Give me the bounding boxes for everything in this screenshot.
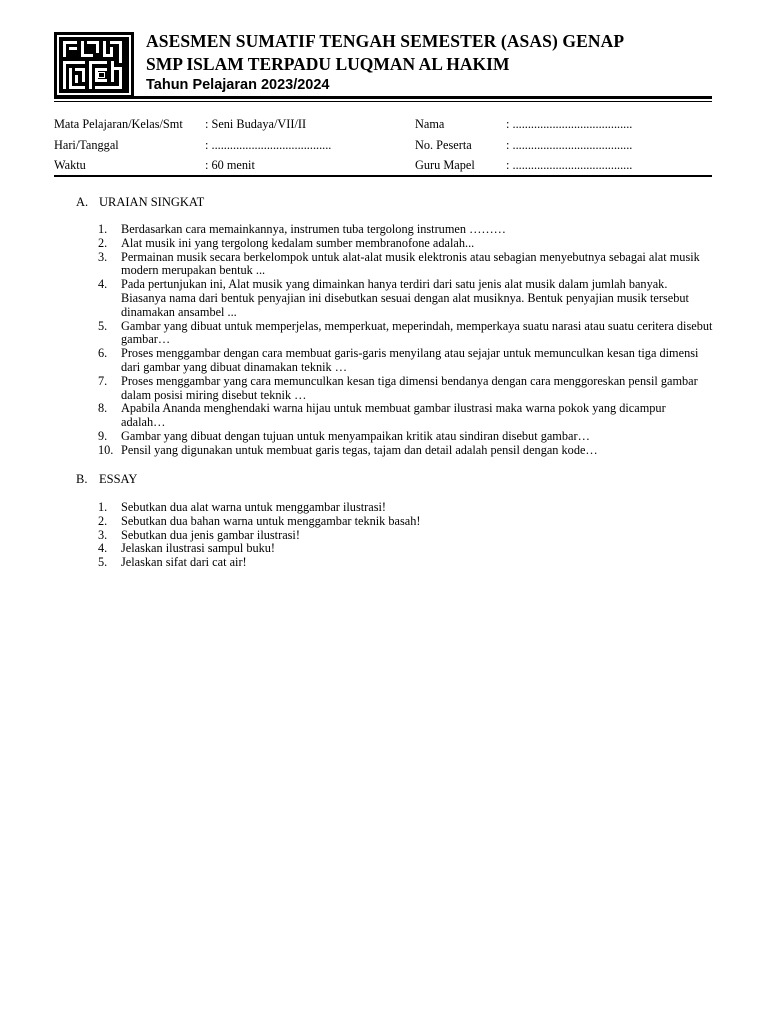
question-text: Proses menggambar yang cara memunculkan kesan tiga dimensi bendanya dengan cara menggoreskan pensil gambar dalam posisi miring disebut teknik … [121, 373, 698, 402]
list-item [98, 318, 713, 348]
info-label: No. Peserta [415, 137, 472, 152]
question-number: 4. [98, 541, 108, 556]
question-text: Sebutkan dua alat warna untuk menggambar ilustrasi! [121, 500, 386, 514]
list-item [98, 500, 713, 515]
question-number: 10. [98, 442, 114, 457]
info-value-blank: : ....................................... [506, 137, 633, 152]
header-divider-thin [54, 101, 712, 102]
question-number: 3. [98, 249, 108, 264]
section-a-question-list [98, 222, 713, 458]
exam-info-table [54, 117, 712, 179]
section-letter: A. [76, 195, 89, 209]
section-title: ESSAY [99, 472, 138, 486]
list-item [98, 527, 713, 543]
question-number: 1. [98, 222, 108, 236]
info-value: : Seni Budaya/VII/II [205, 117, 307, 131]
question-number: 2. [98, 235, 108, 250]
list-item [98, 235, 713, 251]
question-number: 6. [98, 346, 108, 361]
list-item [98, 277, 713, 319]
list-item [98, 513, 713, 529]
section-letter: B. [76, 472, 88, 486]
question-number: 9. [98, 428, 108, 443]
question-text: Sebutkan dua bahan warna untuk menggambar teknik basah! [121, 513, 421, 528]
question-number: 1. [98, 500, 108, 514]
question-text: Pensil yang digunakan untuk membuat garis tegas, tajam dan detail adalah pensil dengan kode… [121, 442, 598, 457]
question-text: Sebutkan dua jenis gambar ilustrasi! [121, 527, 300, 542]
question-text: Alat musik ini yang tergolong kedalam sumber membranofone adalah... [121, 235, 475, 250]
list-item [98, 541, 713, 556]
school-name: SMP ISLAM TERPADU LUQMAN AL HAKIM [146, 54, 510, 74]
question-number: 4. [98, 277, 108, 292]
section-b-heading [76, 472, 137, 487]
list-item [98, 401, 713, 430]
info-row [54, 138, 712, 159]
question-text: Gambar yang dibuat dengan tujuan untuk menyampaikan kritik atau sindiran disebut gambar… [121, 428, 590, 443]
list-item [98, 346, 713, 375]
question-number: 7. [98, 373, 108, 388]
section-a-heading [76, 195, 204, 210]
info-label: Hari/Tanggal [54, 137, 119, 152]
info-label: Nama [415, 117, 445, 131]
question-text: Permainan musik secara berkelompok untuk alat-alat musik elektronis atau sebagian menyebutnya sebagai alat musik modern merupakan bentuk ... [121, 249, 700, 278]
question-number: 8. [98, 401, 108, 416]
list-item [98, 428, 713, 444]
kufic-square-logo-icon [54, 32, 134, 98]
list-item [98, 555, 713, 570]
info-label: Guru Mapel [415, 158, 475, 172]
question-number: 3. [98, 527, 108, 542]
question-text: Apabila Ananda menghendaki warna hijau untuk membuat gambar ilustrasi maka warna pokok yang dicampur adalah… [121, 401, 666, 430]
question-number: 2. [98, 513, 108, 528]
info-value-blank: : ....................................... [506, 158, 633, 172]
question-text: Pada pertunjukan ini, Alat musik yang dimainkan hanya terdiri dari satu jenis alat musik dalam jumlah banyak. Biasanya nama dari bentuk penyajian ini disebutkan sesuai dengan alat musiknya. Bentuk penyajian musik tersebut dinamakan ansambel ... [121, 277, 689, 319]
list-item [98, 442, 713, 458]
exam-title: ASESMEN SUMATIF TENGAH SEMESTER (ASAS) GENAP [146, 31, 625, 51]
question-text: Jelaskan sifat dari cat air! [121, 555, 247, 570]
question-text: Gambar yang dibuat untuk memperjelas, memperkuat, meperindah, memperkaya suatu narasi atau suatu ceritera disebut gambar… [121, 318, 713, 347]
question-number: 5. [98, 318, 108, 333]
header-divider-thick [54, 96, 712, 99]
info-label: Waktu [54, 158, 86, 172]
info-value: : 60 menit [205, 158, 255, 172]
info-value-blank: : ....................................... [205, 137, 332, 152]
question-text: Berdasarkan cara memainkannya, instrumen tuba tergolong instrumen ……… [121, 222, 506, 236]
info-divider [54, 175, 712, 177]
question-text: Jelaskan ilustrasi sampul buku! [121, 541, 276, 556]
question-number: 5. [98, 555, 108, 570]
list-item [98, 249, 713, 279]
info-row [54, 117, 712, 138]
section-title: URAIAN SINGKAT [99, 195, 205, 209]
list-item [98, 373, 713, 403]
question-text: Proses menggambar dengan cara membuat garis-garis menyilang atau sejajar untuk memunculkan kesan tiga dimensi dari gambar yang dibuat dinamakan teknik … [121, 346, 699, 374]
info-label: Mata Pelajaran/Kelas/Smt [54, 117, 183, 131]
info-value-blank: : ....................................... [506, 117, 633, 131]
list-item [98, 222, 713, 237]
academic-year: Tahun Pelajaran 2023/2024 [146, 77, 330, 93]
section-b-question-list [98, 500, 713, 570]
